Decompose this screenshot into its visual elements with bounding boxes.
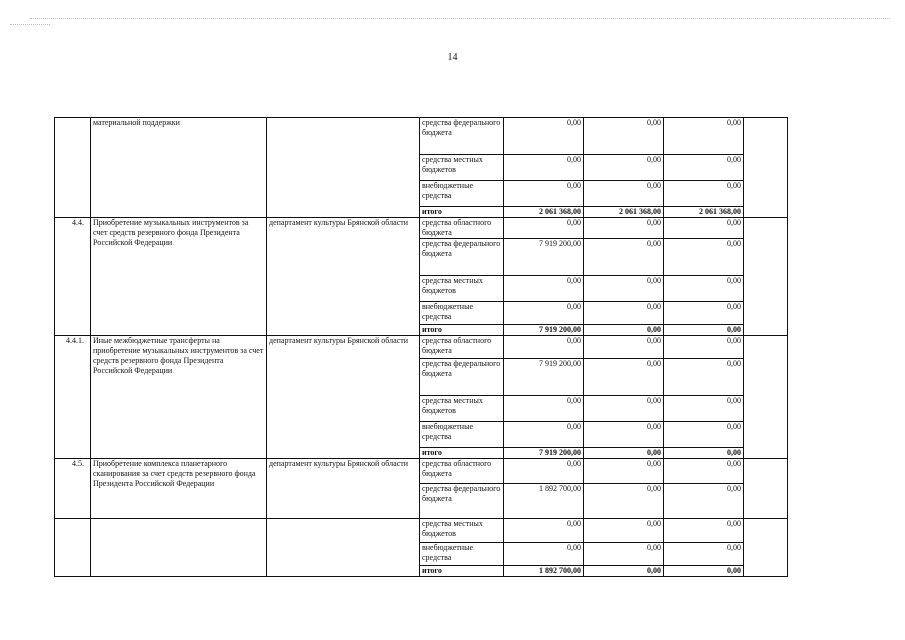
value-cell: 0,00 [584,155,664,181]
value-cell: 0,00 [504,459,584,484]
table-row [55,519,788,543]
item-number-cell: 4.4.1. [55,336,91,459]
value-cell: 0,00 [664,359,744,396]
value-cell: 0,00 [664,396,744,422]
item-name-cell: Приобретение комплекса планетарного сканирования за счет средств резервного фонда Президента Российской Федерации [91,459,267,519]
total-label: итого [420,207,504,218]
item-number-cell [55,207,91,218]
item-name-cell [91,519,267,577]
value-cell: 0,00 [664,276,744,302]
table-row [55,207,788,218]
value-cell: 7 919 200,00 [504,359,584,396]
value-cell: 0,00 [664,484,744,519]
empty-cell [744,218,788,336]
total-value-cell: 7 919 200,00 [504,325,584,336]
source-label: средства федерального бюджета [420,484,504,519]
value-cell: 0,00 [584,422,664,448]
value-cell: 7 919 200,00 [504,239,584,276]
value-cell: 0,00 [664,181,744,207]
item-number-cell: 4.4. [55,218,91,336]
total-label: итого [420,325,504,336]
empty-cell [744,459,788,519]
value-cell: 0,00 [584,302,664,325]
value-cell: 0,00 [504,302,584,325]
value-cell: 1 892 700,00 [504,484,584,519]
total-value-cell: 0,00 [664,325,744,336]
item-executor-cell: департамент культуры Брянской области [267,459,420,519]
value-cell: 0,00 [584,459,664,484]
item-name-cell: Иные межбюджетные трансферты на приобретение музыкальных инструментов за счет средств резервного фонда Президента Российской Федерации [91,336,267,459]
item-executor-cell: департамент культуры Брянской области [267,218,420,336]
scan-artifact-left [10,24,50,25]
value-cell: 0,00 [584,276,664,302]
total-value-cell: 2 061 368,00 [504,207,584,218]
value-cell: 0,00 [584,359,664,396]
value-cell: 0,00 [584,396,664,422]
empty-cell [744,336,788,459]
source-label: внебюджетные средства [420,302,504,325]
total-value-cell: 0,00 [584,448,664,459]
value-cell: 0,00 [664,155,744,181]
value-cell: 0,00 [504,422,584,448]
empty-cell [744,118,788,207]
total-value-cell: 0,00 [664,566,744,577]
source-label: средства местных бюджетов [420,276,504,302]
total-label: итого [420,566,504,577]
item-executor-cell: департамент культуры Брянской области [267,336,420,459]
total-value-cell: 0,00 [584,325,664,336]
value-cell: 0,00 [504,396,584,422]
item-executor-cell [267,519,420,577]
item-executor-cell [267,207,420,218]
value-cell: 0,00 [504,218,584,239]
table-row [55,218,788,239]
total-value-cell: 2 061 368,00 [664,207,744,218]
value-cell: 0,00 [664,519,744,543]
empty-cell [744,519,788,577]
value-cell: 0,00 [584,118,664,155]
value-cell: 0,00 [504,181,584,207]
source-label: средства областного бюджета [420,336,504,359]
value-cell: 0,00 [664,302,744,325]
value-cell: 0,00 [664,422,744,448]
value-cell: 0,00 [664,336,744,359]
item-name-cell: Приобретение музыкальных инструментов за счет средств резервного фонда Президента Российской Федерации [91,218,267,336]
source-label: внебюджетные средства [420,543,504,566]
value-cell: 0,00 [664,239,744,276]
total-label: итого [420,448,504,459]
value-cell: 0,00 [664,543,744,566]
value-cell: 0,00 [584,181,664,207]
total-value-cell: 2 061 368,00 [584,207,664,218]
table-row [55,336,788,359]
value-cell: 0,00 [504,336,584,359]
empty-cell [744,207,788,218]
value-cell: 0,00 [584,218,664,239]
source-label: средства федерального бюджета [420,239,504,276]
source-label: внебюджетные средства [420,422,504,448]
value-cell: 0,00 [584,484,664,519]
total-value-cell: 7 919 200,00 [504,448,584,459]
source-label: средства федерального бюджета [420,118,504,155]
scan-artifact-top [30,18,890,19]
item-number-cell: 4.5. [55,459,91,519]
total-value-cell: 1 892 700,00 [504,566,584,577]
value-cell: 0,00 [504,519,584,543]
value-cell: 0,00 [584,519,664,543]
source-label: средства федерального бюджета [420,359,504,396]
value-cell: 0,00 [664,218,744,239]
value-cell: 0,00 [664,459,744,484]
source-label: внебюджетные средства [420,181,504,207]
item-name-cell: материальной поддержки [91,118,267,207]
item-number-cell [55,519,91,577]
value-cell: 0,00 [584,239,664,276]
value-cell: 0,00 [584,543,664,566]
item-number-cell [55,118,91,207]
value-cell: 0,00 [504,543,584,566]
item-name-cell [91,207,267,218]
source-label: средства областного бюджета [420,218,504,239]
value-cell: 0,00 [504,118,584,155]
value-cell: 0,00 [584,336,664,359]
item-executor-cell [267,118,420,207]
source-label: средства местных бюджетов [420,396,504,422]
value-cell: 0,00 [664,118,744,155]
budget-table [54,117,788,577]
total-value-cell: 0,00 [664,448,744,459]
value-cell: 0,00 [504,155,584,181]
source-label: средства местных бюджетов [420,519,504,543]
table-row [55,118,788,155]
total-value-cell: 0,00 [584,566,664,577]
table-row [55,459,788,484]
source-label: средства местных бюджетов [420,155,504,181]
page-number: 14 [447,52,458,63]
source-label: средства областного бюджета [420,459,504,484]
value-cell: 0,00 [504,276,584,302]
